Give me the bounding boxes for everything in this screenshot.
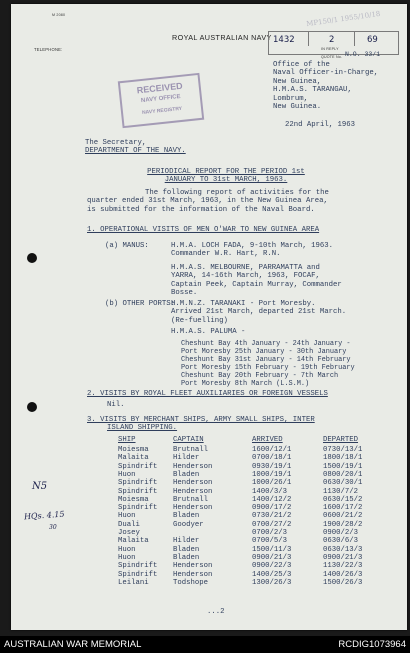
margin-note-1: N5 xyxy=(32,481,48,492)
cell-departed: 1500/26/3 xyxy=(323,578,363,587)
file-year: 69 xyxy=(367,35,378,45)
cell-captain: Henderson xyxy=(173,462,213,471)
cell-captain: Hilder xyxy=(173,454,200,463)
cell-departed: 0730/13/1 xyxy=(323,446,363,454)
cell-ship: Moiesma xyxy=(118,495,149,504)
cell-arrived: 1400/25/3 xyxy=(252,570,292,579)
punch-hole-top xyxy=(27,253,37,263)
in-reply-label: IN REPLY xyxy=(321,47,339,51)
section1a-label: (a) MANUS: xyxy=(105,242,149,250)
cell-arrived: 1500/11/3 xyxy=(252,545,292,554)
col-captain: CAPTAIN xyxy=(173,436,204,444)
cell-departed: 0630/15/2 xyxy=(323,495,363,504)
cell-captain: Bladen xyxy=(173,470,200,479)
cell-ship: Spindrift xyxy=(118,570,158,579)
margin-note-2: HQs. 4.15 xyxy=(23,509,65,522)
cell-arrived: 0700/27/2 xyxy=(252,520,292,529)
cell-departed: 1900/28/2 xyxy=(323,520,363,529)
document-page xyxy=(11,4,407,630)
cell-arrived: 1400/3/3 xyxy=(252,487,288,496)
cell-ship: Huon xyxy=(118,545,136,554)
cell-captain: Goodyer xyxy=(173,520,204,529)
section3-heading: 3. VISITS BY MERCHANT SHIPS, ARMY SMALL SHIPS, INTER ISLAND SHIPPING. xyxy=(87,416,315,433)
cell-ship: Spindrift xyxy=(118,479,158,488)
cell-arrived: 0900/17/2 xyxy=(252,504,292,513)
cell-arrived: 1000/26/1 xyxy=(252,479,292,488)
stamp-line2: NAVY OFFICE xyxy=(140,93,181,105)
cell-departed: 1500/19/1 xyxy=(323,462,363,471)
cell-ship: Josey xyxy=(118,529,140,537)
cell-departed: 0900/2/3 xyxy=(323,529,359,537)
form-reference: M 2080 xyxy=(52,13,66,17)
cell-ship: Moiesma xyxy=(118,446,149,454)
stamp-line3: NAVY REGISTRY xyxy=(141,105,183,117)
cell-departed: 0800/20/1 xyxy=(323,470,363,479)
cell-arrived: 1300/26/3 xyxy=(252,578,292,587)
cell-departed: 0630/6/3 xyxy=(323,537,359,546)
quote-label: QUOTE No. xyxy=(321,55,343,59)
telephone-label: TELEPHONE: xyxy=(34,47,63,52)
sender-address: Office of the Naval Officer-in-Charge, New Guinea, H.M.A.S. TARANGAU, Lombrum, New Guinea. xyxy=(273,61,379,112)
cell-ship: Huon xyxy=(118,470,136,479)
cell-captain: Henderson xyxy=(173,479,213,488)
received-stamp xyxy=(118,73,204,128)
cell-arrived: 1000/19/1 xyxy=(252,470,292,479)
cell-ship: Spindrift xyxy=(118,487,158,496)
cell-captain: Todshope xyxy=(173,578,209,587)
cell-ship: Leilani xyxy=(118,578,149,587)
cell-arrived: 0700/5/3 xyxy=(252,537,288,546)
col-departed: DEPARTED xyxy=(323,436,359,444)
cell-captain: Hilder xyxy=(173,537,200,546)
col-ship: SHIP xyxy=(118,436,136,444)
cell-captain: Brutnall xyxy=(173,446,209,454)
footer-record-id: RCDIG1073964 xyxy=(338,639,406,650)
section2-heading: 2. VISITS BY ROYAL FLEET AUXILIARIES OR FOREIGN VESSELS xyxy=(87,390,328,398)
archive-footer xyxy=(0,636,410,653)
cell-ship: Spindrift xyxy=(118,504,158,513)
margin-note-3: 30 xyxy=(49,524,57,531)
cell-arrived: 0900/22/3 xyxy=(252,562,292,571)
cell-ship: Huon xyxy=(118,512,136,521)
cell-ship: Malaita xyxy=(118,454,149,463)
recipient: The Secretary, DEPARTMENT OF THE NAVY. xyxy=(85,139,186,156)
cell-arrived: 1400/12/2 xyxy=(252,495,292,504)
section1a-entry1: H.M.A. LOCH FADA, 9-10th March, 1963. Commander W.R. Hart, R.N. xyxy=(171,242,334,259)
cell-departed: 0630/13/3 xyxy=(323,545,363,554)
cell-ship: Duali xyxy=(118,520,140,529)
cell-captain: Henderson xyxy=(173,504,213,513)
cell-departed: 1130/22/3 xyxy=(323,562,363,571)
cell-departed: 1600/17/2 xyxy=(323,504,363,513)
section1-heading: 1. OPERATIONAL VISITS OF MEN O'WAR TO NEW GUINEA AREA xyxy=(87,226,320,234)
letterhead-title: ROYAL AUSTRALIAN NAVY xyxy=(172,33,272,42)
cell-arrived: 0700/18/1 xyxy=(252,454,292,463)
cell-departed: 0630/30/1 xyxy=(323,479,363,488)
cell-ship: Spindrift xyxy=(118,462,158,471)
letter-date: 22nd April, 1963 xyxy=(285,121,356,129)
cell-ship: Spindrift xyxy=(118,562,158,571)
paluma-movements: Cheshunt Bay 4th January - 24th January - Port Moresby 25th January - 30th January Cheshunt Bay 31st January - 14th February Port Moresby 15th February - 19th February Cheshunt Bay 20th February - 7th March Port Moresby 8th March (L.S.M.) xyxy=(181,340,355,388)
subject: PERIODICAL REPORT FOR THE PERIOD 1st JANUARY TO 31st MARCH, 1963. xyxy=(147,168,305,185)
cell-captain: Henderson xyxy=(173,562,213,571)
section2-body: Nil. xyxy=(107,401,125,409)
col-arrived: ARRIVED xyxy=(252,436,283,444)
cell-arrived: 1600/12/1 xyxy=(252,446,292,454)
cell-departed: 1130/7/2 xyxy=(323,487,359,496)
cell-captain: Henderson xyxy=(173,487,213,496)
cell-arrived: 0930/19/1 xyxy=(252,462,292,471)
section1b-label: (b) OTHER PORTS: xyxy=(105,300,176,308)
file-reference-box xyxy=(268,31,399,59)
cell-captain: Brutnall xyxy=(173,495,209,504)
cell-arrived: 0900/21/3 xyxy=(252,553,292,562)
stamp-line1: RECEIVED xyxy=(136,80,184,96)
cell-captain: Bladen xyxy=(173,553,200,562)
paluma-heading: H.M.A.S. PALUMA - xyxy=(171,328,246,336)
cell-departed: 1400/26/3 xyxy=(323,570,363,579)
page-continuation: ...2 xyxy=(207,608,225,616)
file-part: 2 xyxy=(329,35,335,45)
cell-captain: Henderson xyxy=(173,570,213,579)
cell-departed: 0600/21/2 xyxy=(323,512,363,521)
section1a-entry2: H.M.A.S. MELBOURNE, PARRAMATTA and YARRA, 14-16th March, 1963, FOCAF, Captain Peek, Captain Murray, Commander Bosse. xyxy=(171,264,342,298)
cell-ship: Malaita xyxy=(118,537,149,546)
punch-hole-bottom xyxy=(27,402,37,412)
cell-arrived: 0730/21/2 xyxy=(252,512,292,521)
quote-value: N.O. 33/1 xyxy=(345,51,381,58)
intro-paragraph: The following report of activities for the quarter ended 31st March, 1963, in the New Guinea Area, is submitted for the information of the Naval Board. xyxy=(87,189,329,214)
cell-arrived: 0700/2/3 xyxy=(252,529,288,537)
faint-handwriting: MP150/1 1955/10/18 xyxy=(305,9,381,29)
file-number: 1432 xyxy=(273,35,295,45)
footer-institution: AUSTRALIAN WAR MEMORIAL xyxy=(4,639,142,650)
section1b-entry1: H.M.N.Z. TARANAKI - Port Moresby. Arrived 21st March, departed 21st March. (Re-fuelling) xyxy=(171,300,347,325)
cell-captain: Bladen xyxy=(173,512,200,521)
cell-ship: Huon xyxy=(118,553,136,562)
cell-captain: Bladen xyxy=(173,545,200,554)
cell-departed: 1800/18/1 xyxy=(323,454,363,463)
cell-departed: 0900/21/3 xyxy=(323,553,363,562)
